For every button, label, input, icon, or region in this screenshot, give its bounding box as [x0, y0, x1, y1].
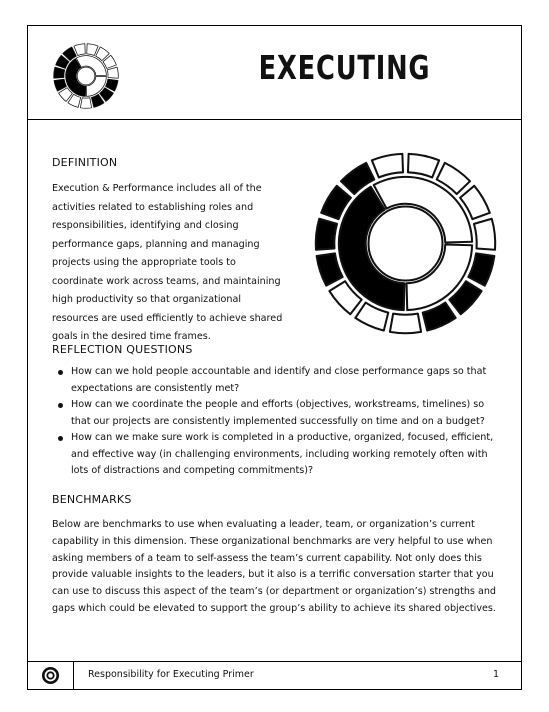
wheel-outer-segment: [408, 154, 439, 178]
wheel-outer-segment: [390, 314, 421, 334]
page-frame: [27, 25, 522, 690]
reflection-questions-list: [52, 364, 502, 480]
footer-logo-box: [28, 662, 74, 689]
wheel-center: [77, 67, 95, 85]
bullet-icon: [58, 403, 63, 408]
list-item: How can we make sure work is completed in a productive, organized, focused, efficient, and effective way (in challenging environments, including working remotely often with lots of distractions and competing commitments)?: [52, 430, 502, 480]
wheel-outer-segment: [317, 253, 343, 285]
wheel-logo-icon: [52, 42, 120, 110]
page-header: [28, 26, 521, 120]
wheel-outer-segment: [74, 44, 85, 56]
footer-title: Responsibility for Executing Primer: [88, 669, 254, 680]
executing-wheel-diagram: [313, 151, 498, 336]
bullet-icon: [58, 370, 63, 375]
wheel-outer-segment: [316, 219, 337, 250]
wheel-outer-segment: [54, 67, 65, 78]
wheel-outer-segment: [107, 67, 118, 78]
page-title: EXECUTING: [258, 48, 431, 87]
page-footer: [28, 661, 521, 689]
bullet-icon: [58, 436, 63, 441]
wheel-outer-segment: [87, 44, 98, 56]
page-number: 1: [492, 669, 499, 680]
wheel-center: [369, 207, 443, 281]
wheel-outer-segment: [372, 154, 403, 178]
wheel-outer-segment: [468, 253, 494, 285]
wheel-outer-segment: [474, 219, 495, 250]
definition-heading: DEFINITION: [52, 156, 118, 169]
benchmarks-text: Below are benchmarks to use when evaluating a leader, team, or organization’s current capability in this dimension. These organizational benchmarks are very helpful to use when asking members of a team to self-assess the team’s current capability. Not only does this provide valuable insights to the leaders, but it also is a terrific conversation starter that you can use to discuss this aspect of the team’s (or department or organization’s) strengths and gaps which could be elevated to support the group’s ability to achieve its shared objectives.: [52, 519, 497, 614]
footer-ring-logo-icon: [41, 666, 60, 685]
reflection-heading: REFLECTION QUESTIONS: [52, 343, 193, 356]
wheel-outer-segment: [80, 98, 91, 109]
list-item: How can we hold people accountable and identify and close performance gaps so that expectations are consistently met?: [52, 364, 502, 397]
benchmarks-heading: BENCHMARKS: [52, 493, 132, 506]
list-item: How can we coordinate the people and efforts (objectives, workstreams, timelines) so that our projects are consistently implemented successfully on time and on a budget?: [52, 397, 502, 430]
definition-text: Execution & Performance includes all of the activities related to establishing roles and responsibilities, identifying and closing performance gaps, planning and managing projects using the appropriate tools to coordinate work across teams, and maintaining high productivity so that organizational resources are used efficiently to achieve shared goals in the desired time frames.: [52, 183, 283, 342]
